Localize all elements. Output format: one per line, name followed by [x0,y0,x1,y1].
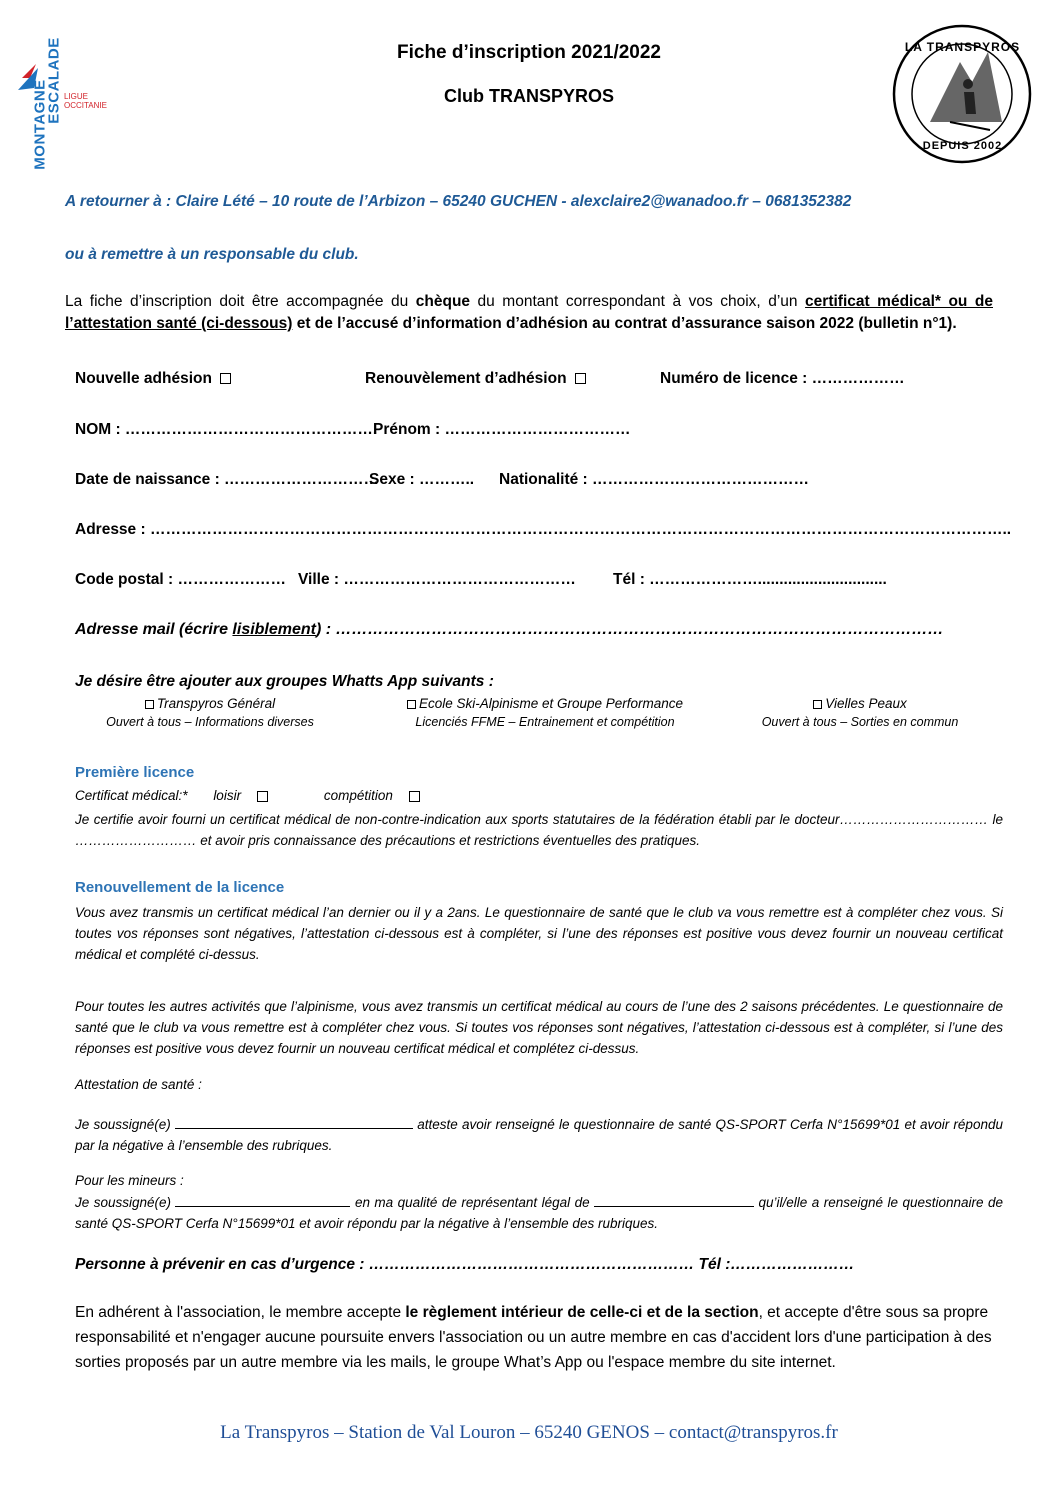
whatsapp-general-checkbox[interactable] [145,700,154,709]
transpyros-logo [890,22,1035,167]
premiere-licence-text: Je certifie avoir fourni un certificat médical de non-contre-indication aux sports statutaires de la fédération établi par le docteur…………………………… le ……………………… et avoir pris connaissance des précautions et restrictions éventuelles des pratiques. [75,812,1003,848]
whatsapp-ecole-checkbox[interactable] [407,700,416,709]
adresse-field[interactable]: Adresse : ………………………………………………………………………………………………………………………………………………….. [75,521,1012,538]
whatsapp-vielles-checkbox[interactable] [813,700,822,709]
renouvellement-paragraph-2: Pour toutes les autres activités que l’alpinisme, vous avez transmis un certificat médical au cours de l’une des 2 saisons précédentes. Le questionnaire de santé que le club va vous remettre est à compléter chez vous. Si toutes vos réponses sont négatives, l’attestation ci-dessous est à compléter, si l’une des réponses est positive vous devez fournir un nouveau certificat médical et complétez ci-dessus. [75,999,1003,1056]
page-title: Fiche d’inscription 2021/2022 [397,42,661,63]
whatsapp-group-general[interactable]: Transpyros Général Ouvert à tous – Informations diverses [106,696,314,729]
mineurs-heading: Pour les mineurs : [75,1173,184,1188]
return-address: A retourner à : Claire Lété – 10 route de l’Arbizon – 65240 GUCHEN - alexclaire2@wanadoo.fr – 0681352382 [65,193,852,210]
prenom-field[interactable]: Prénom : ……………………………… [373,421,631,438]
whatsapp-group-ecole[interactable]: Ecole Ski-Alpinisme et Groupe Performance Licenciés FFME – Entrainement et compétition [375,696,715,729]
intro-paragraph: La fiche d’inscription doit être accompagnée du chèque du montant correspondant à vos choix, d’un certificat médical* ou de l’attestation santé (ci-dessous) et de l’accusé d’information d’adhésion au contrat d’assurance saison 2022 (bulletin n°1). [65,293,993,332]
return-alt: ou à remettre à un responsable du club. [65,246,359,263]
loisir-checkbox[interactable] [257,791,268,802]
attestation-statement: Je soussigné(e) atteste avoir renseigné le questionnaire de santé QS-SPORT Cerfa N°15699*01 et avoir répondu par la négative à l’ensemble des rubriques. [75,1117,1003,1153]
logo-text-montagne: MONTAGNE [31,79,49,170]
reglement-paragraph: En adhérent à l'association, le membre accepte le règlement intérieur de celle-ci et de la section, et accepte d'être sous sa propre responsabilité et n'engager aucune poursuite envers l'association ou un autre membre en cas d'accident lors d'une participation à des sorties proposés par un autre membre via les mails, le groupe What’s App ou l'espace membre du site internet. [75,1304,992,1371]
sexe-field[interactable]: Sexe : ……….. [369,471,475,488]
renouvellement-paragraph-1: Vous avez transmis un certificat médical l’an dernier ou il y a 2ans. Le questionnaire de santé que le club va vous remettre est à compléter chez vous. Si toutes vos réponses sont négatives, l’attestation ci-dessous est à compléter, si l’une des réponses est positive vous devez fournir un nouveau certificat médical et complété ci-dessus. [75,905,1003,962]
code-postal-field[interactable]: Code postal : ………………… [75,571,286,588]
logo-text-escalade: ESCALADE [45,37,63,124]
naissance-field[interactable]: Date de naissance : ………………………… [75,471,380,488]
email-field[interactable]: Adresse mail (écrire lisiblement) : …………………………………………………………………………………………………… [75,621,944,638]
nouvelle-adhesion-field[interactable]: Nouvelle adhésion [75,370,231,388]
legal-rep-name-blank[interactable] [175,1206,350,1207]
intro-cheque: chèque [415,293,471,310]
logo-text-occitanie: OCCITANIE [64,101,107,110]
tel-field[interactable]: Tél : ………………….............................. [613,571,887,588]
certificat-options: Certificat médical:* loisir compétition [75,788,420,803]
badge-text-bottom: DEPUIS 2002 [922,140,1003,152]
nom-field[interactable]: NOM : …………………………………………. [75,421,378,438]
nouvelle-checkbox[interactable] [220,373,231,384]
licence-field[interactable]: Numéro de licence : ……………… [660,370,905,387]
nationalite-field[interactable]: Nationalité : …………………………………… [499,471,810,488]
attestation-heading: Attestation de santé : [75,1077,202,1092]
whatsapp-group-vielles-peaux[interactable]: Vielles Peaux Ouvert à tous – Sorties en commun [761,696,959,729]
badge-text-top: LA TRANSPYROS [904,40,1021,54]
ville-field[interactable]: Ville : ……………………………………… [298,571,576,588]
reglement-interieur: le règlement intérieur de celle-ci et de la section [405,1304,759,1321]
minor-name-blank[interactable] [594,1206,754,1207]
logo-text-ligue: LIGUE [64,92,89,101]
page-footer: La Transpyros – Station de Val Louron – 65240 GENOS – contact@transpyros.fr [220,1422,838,1443]
renouvellement-heading: Renouvellement de la licence [75,879,285,896]
premiere-licence-heading: Première licence [75,764,195,781]
mineurs-statement: Je soussigné(e) en ma qualité de représentant légal de qu’il/elle a renseigné le questionnaire de santé QS-SPORT Cerfa N°15699*01 et avoir répondu par la négative à l’ensemble des rubriques. [75,1195,1003,1231]
competition-checkbox[interactable] [409,791,420,802]
renouvellement-checkbox[interactable] [575,373,586,384]
signatory-name-blank[interactable] [175,1128,413,1129]
urgence-field[interactable]: Personne à prévenir en cas d’urgence : ……………………………………………………… Tél :…………………… [75,1256,855,1273]
page-subtitle: Club TRANSPYROS [443,86,614,106]
whatsapp-heading: Je désire être ajouter aux groupes Whatts App suivants : [75,673,494,690]
renouvellement-field[interactable]: Renouvèlement d’adhésion [365,370,586,388]
intro-certificat: certificat médical* ou de l’attestation santé (ci-dessous) [65,293,993,332]
